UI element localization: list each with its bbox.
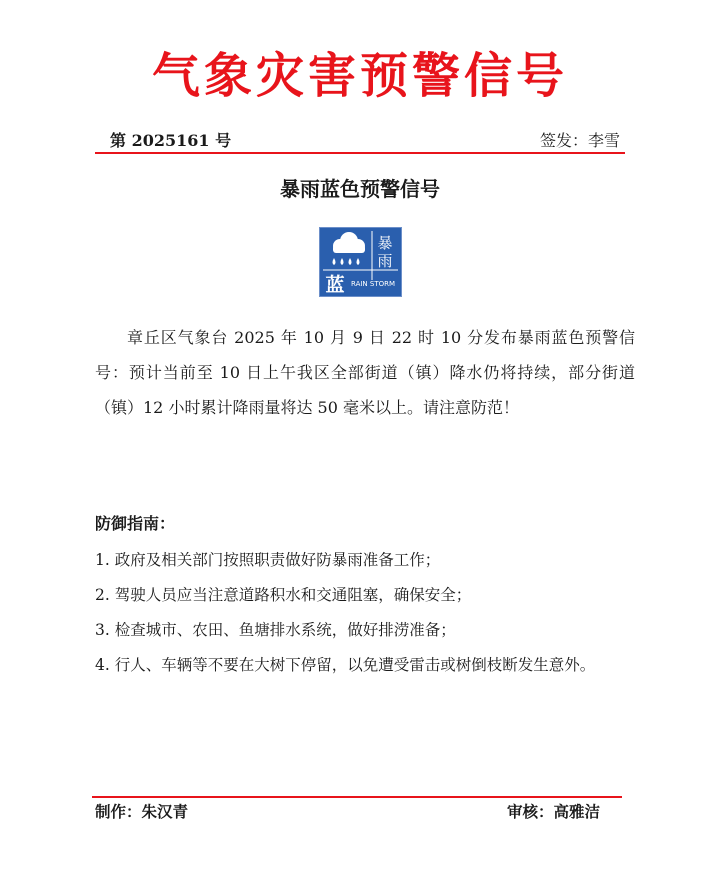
icon-char-bottom: 雨 <box>377 252 393 270</box>
rainstorm-blue-warning-icon <box>319 227 402 297</box>
header-divider <box>95 152 625 154</box>
footer-divider <box>92 796 622 798</box>
icon-char-top: 暴 <box>377 234 393 252</box>
guide-item: 2. 驾驶人员应当注意道路积水和交通阻塞，确保安全； <box>95 586 472 604</box>
guide-item: 1. 政府及相关部门按照职责做好防暴雨准备工作； <box>95 551 441 569</box>
footer-row <box>95 800 600 824</box>
icon-level-char: 蓝 <box>325 274 345 296</box>
issue-number: 第 2025161 号 <box>110 131 232 150</box>
icon-english-text: RAIN STORM <box>350 280 396 288</box>
notice-body: 章丘区气象台 2025 年 10 月 9 日 22 时 10 分发布暴雨蓝色预警信号：预计当前至 10 日上午我区全部街道（镇）降水仍将持续，部分街道（镇）12 小时累计降雨量将达 50 毫米以上。请注意防范！ <box>95 328 635 417</box>
issue-meta-row <box>110 129 620 153</box>
guide-heading: 防御指南： <box>95 514 176 533</box>
document-title: 气象灾害预警信号 <box>151 48 568 104</box>
guide-item: 4. 行人、车辆等不要在大树下停留，以免遭受雷击或树倒枝断发生意外。 <box>95 656 596 674</box>
author: 制作：朱汉青 <box>95 802 189 821</box>
signer: 签发：李雪 <box>539 131 620 150</box>
guide-item: 3. 检查城市、农田、鱼塘排水系统，做好排涝准备； <box>95 621 456 639</box>
guide-list <box>95 543 655 683</box>
reviewer: 审核：高雅洁 <box>506 802 600 821</box>
notice-subtitle: 暴雨蓝色预警信号 <box>280 177 440 201</box>
